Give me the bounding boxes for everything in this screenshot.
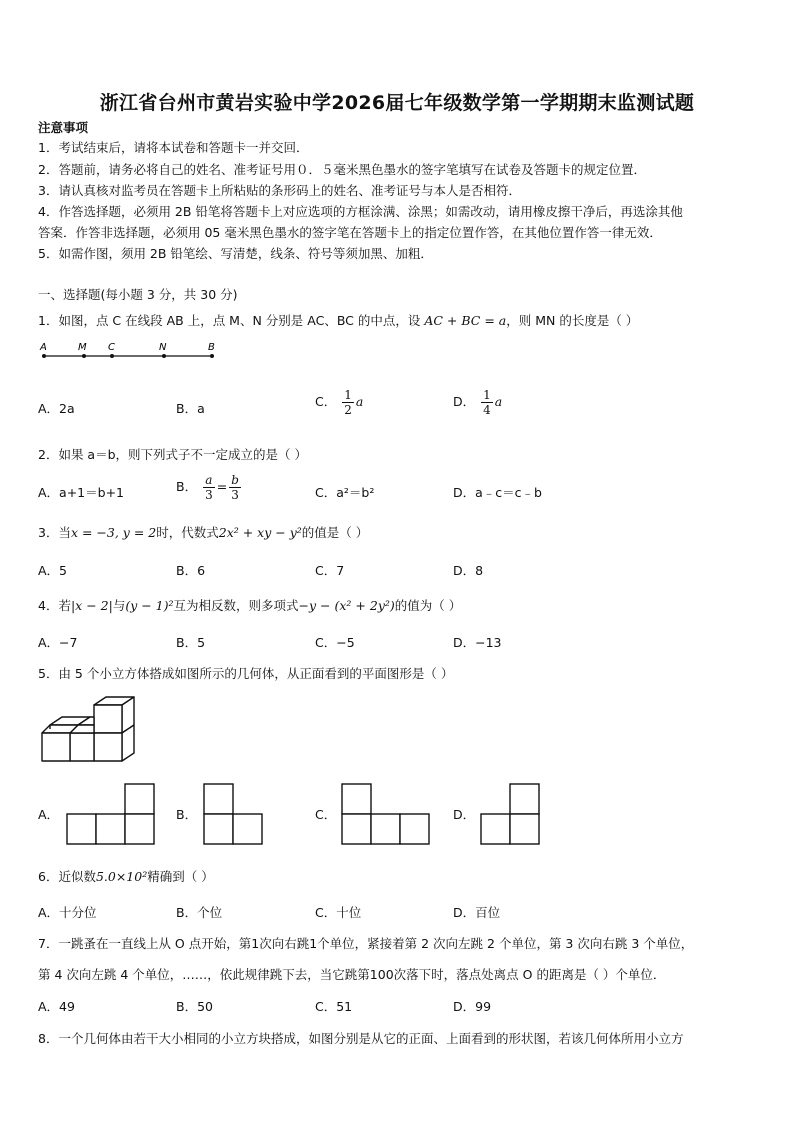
q7-option-c[interactable]: C．51 <box>315 999 353 1014</box>
q4-option-a[interactable]: A．−7 <box>38 635 78 650</box>
fraction: $\frac{b}{3}$ <box>231 473 239 502</box>
notice-item: 答案．作答非选择题，必须用 05 毫米黑色墨水的签字笔在答题卡上的指定位置作答，在其他位置作答一律无效． <box>38 225 662 240</box>
q4-square: (y − 1)² <box>125 598 174 613</box>
q4-option-d[interactable]: D．−13 <box>453 635 502 650</box>
q5-option-d[interactable]: D． <box>453 807 476 822</box>
notice-heading: 注意事项 <box>38 120 89 135</box>
q1-text-a: 1．如图，点 C 在线段 AB 上，点 M、N 分别是 AC、BC 的中点，设 <box>38 313 421 328</box>
point-n-dot <box>162 354 166 358</box>
page-title: 浙江省台州市黄岩实验中学2026届七年级数学第一学期期末监测试题 <box>99 92 695 114</box>
point-m-dot <box>82 354 86 358</box>
q7-option-d[interactable]: D．99 <box>453 999 492 1014</box>
q3-option-d[interactable]: D．8 <box>453 563 484 578</box>
question-1-stem <box>38 312 638 330</box>
point-label-n: N <box>159 342 167 353</box>
q1-option-a[interactable]: A．2a <box>38 401 75 416</box>
fraction: $\frac{a}{3}$ <box>205 473 213 502</box>
q3-option-b[interactable]: B．6 <box>176 563 206 578</box>
q2-option-b-label: B． <box>176 479 198 494</box>
q6-option-c[interactable]: C．十位 <box>315 905 362 920</box>
q1-expression: AC + BC = a <box>424 313 507 328</box>
question-3-stem: 3．当x = −3, y = 2时，代数式2x² + xy − y²的值是（ ） <box>38 525 369 540</box>
fraction: $\frac{1}{2}$ <box>344 388 352 417</box>
q5-option-d-figure <box>480 783 542 845</box>
point-c-dot <box>110 354 114 358</box>
q3-condition: x = −3, y = 2 <box>70 525 157 540</box>
q5-option-a[interactable]: A． <box>38 807 60 822</box>
q4-option-c[interactable]: C．−5 <box>315 635 355 650</box>
notice-item: 1．考试结束后，请将本试卷和答题卡一并交回． <box>38 140 309 155</box>
q7-option-a[interactable]: A．49 <box>38 999 75 1014</box>
q1-text-b: ，则 MN 的长度是（ ） <box>506 313 639 328</box>
notice-item: 4．作答选择题，必须用 2B 铅笔将答题卡上对应选项的方框涂满、涂黑；如需改动，请用橡皮擦干净后，再选涂其他 <box>38 204 683 219</box>
q1-option-c[interactable]: C． $\frac{1}{2}$ a <box>315 388 364 417</box>
q2-option-d[interactable]: D．a﹣c＝c﹣b <box>453 485 542 500</box>
q1-option-b[interactable]: B．a <box>176 401 205 416</box>
q1-option-d[interactable]: D． $\frac{1}{4}$ a <box>453 388 503 417</box>
question-8-stem: 8．一个几何体由若干大小相同的小立方块搭成，如图分别是从它的正面、上面看到的形状图，若该几何体所用小立方 <box>38 1031 684 1046</box>
question-5-stem: 5．由 5 个小立方体搭成如图所示的几何体，从正面看到的平面图形是（ ） <box>38 666 454 681</box>
q5-option-c[interactable]: C． <box>315 807 337 822</box>
q5-option-b[interactable]: B． <box>176 807 198 822</box>
q1-segment-diagram <box>38 340 218 365</box>
q6-option-d[interactable]: D．百位 <box>453 905 501 920</box>
point-a-dot <box>42 354 46 358</box>
q5-option-a-figure <box>66 783 156 845</box>
q5-option-b-figure <box>203 783 265 845</box>
q3-expression: 2x² + xy − y² <box>218 525 302 540</box>
notice-item: 3．请认真核对监考员在答题卡上所粘贴的条形码上的姓名、准考证号与本人是否相符． <box>38 183 521 198</box>
point-label-a: A <box>40 342 47 353</box>
q6-number: 5.0×10² <box>95 869 148 884</box>
question-7-line-2: 第 4 次向左跳 4 个单位，……，依此规律跳下去，当它跳第100次落下时，落点处离点 O 的距离是（ ）个单位． <box>38 967 666 982</box>
point-b-dot <box>210 354 214 358</box>
question-2-stem: 2．如果 a＝b，则下列式子不一定成立的是（ ） <box>38 447 307 462</box>
q6-option-a[interactable]: A．十分位 <box>38 905 97 920</box>
q3-option-a[interactable]: A．5 <box>38 563 68 578</box>
question-4-stem: 4．若|x − 2|与(y − 1)²互为相反数，则多项式−y − (x² + 2y²)的值为（ ） <box>38 598 462 613</box>
section-heading: 一、选择题(每小题 3 分，共 30 分) <box>38 287 238 302</box>
q4-polynomial: −y − (x² + 2y²) <box>298 598 395 613</box>
notice-item: 2．答题前，请务必将自己的姓名、准考证号用０．５毫米黑色墨水的签字笔填写在试卷及答题卡的规定位置． <box>38 162 646 177</box>
q1-option-d-label: D． <box>453 394 476 409</box>
notice-item: 5．如需作图，须用 2B 铅笔绘、写清楚，线条、符号等须加黑、加粗． <box>38 246 433 261</box>
question-7-line-1: 7．一跳蚤在一直线上从 O 点开始，第1次向右跳1个单位，紧接着第 2 次向左跳 2 个单位，第 3 次向右跳 3 个单位， <box>38 936 694 951</box>
fraction: $\frac{1}{4}$ <box>483 388 491 417</box>
q5-cube-figure <box>38 695 138 765</box>
question-6-stem: 6．近似数5.0×10²精确到（ ） <box>38 869 214 884</box>
q2-option-c[interactable]: C．a²＝b² <box>315 485 375 500</box>
q3-option-c[interactable]: C．7 <box>315 563 345 578</box>
q5-option-c-figure <box>341 783 431 845</box>
point-label-m: M <box>78 342 87 353</box>
q1-option-c-label: C． <box>315 394 337 409</box>
q4-abs: |x − 2| <box>70 598 113 613</box>
q4-option-b[interactable]: B．5 <box>176 635 206 650</box>
point-label-c: C <box>108 342 115 353</box>
q7-option-b[interactable]: B．50 <box>176 999 213 1014</box>
point-label-b: B <box>208 342 215 353</box>
q2-option-a[interactable]: A．a+1＝b+1 <box>38 485 124 500</box>
q2-option-b[interactable]: B． $\frac{a}{3}$ = $\frac{b}{3}$ <box>176 473 239 502</box>
q6-option-b[interactable]: B．个位 <box>176 905 223 920</box>
